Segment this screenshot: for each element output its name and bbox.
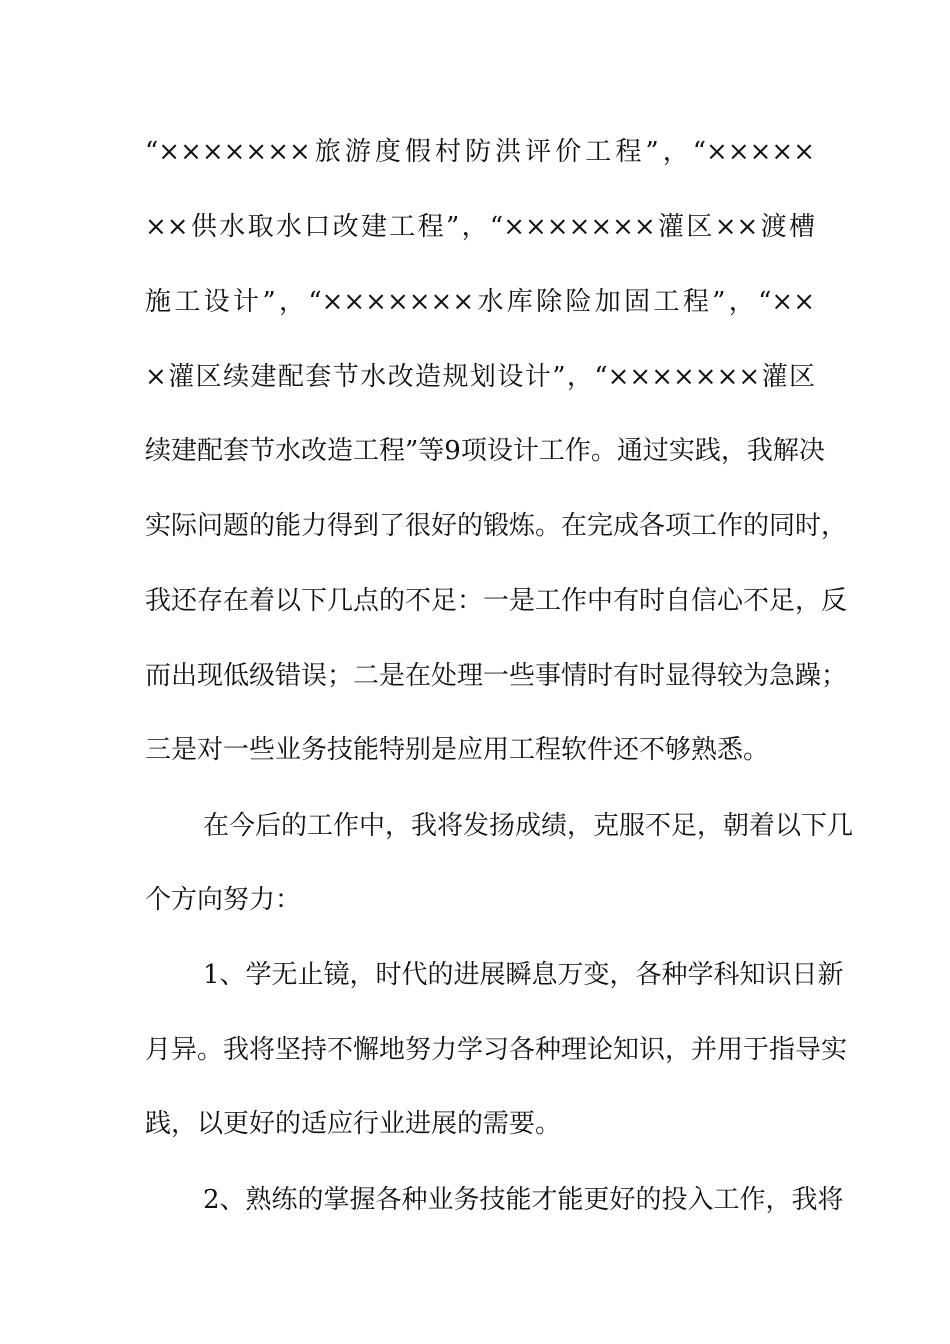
text-line: 而出现低级错误；二是在处理一些事情时有时显得较为急躁； xyxy=(145,661,848,691)
text-line: 个方向努力： xyxy=(145,885,302,915)
text-line: 施工设计”，“×××××××水库除险加固工程”，“×× xyxy=(145,287,815,317)
text-line: 续建配套节水改造工程”等9项设计工作。通过实践，我解决 xyxy=(145,436,825,466)
list-item-1-first-line: 1、学无止镜，时代的进展瞬息万变，各种学科知识日新 xyxy=(203,960,844,990)
text-line: 实际问题的能力得到了很好的锻炼。在完成各项工作的同时， xyxy=(145,511,848,541)
text-line: “×××××××旅游度假村防洪评价工程”，“××××× xyxy=(145,137,815,167)
text-line: 三是对一些业务技能特别是应用工程软件还不够熟悉。 xyxy=(145,735,770,765)
text-line: 践，以更好的适应行业进展的需要。 xyxy=(145,1109,562,1139)
text-line: 月异。我将坚持不懈地努力学习各种理论知识，并用于指导实 xyxy=(145,1035,848,1065)
paragraph-first-line: 在今后的工作中，我将发扬成绩，克服不足，朝着以下几 xyxy=(203,811,854,841)
text-line: 我还存在着以下几点的不足：一是工作中有时自信心不足，反 xyxy=(145,586,848,616)
text-line: ×灌区续建配套节水改造规划设计”，“×××××××灌区 xyxy=(145,362,815,392)
list-item-2-first-line: 2、熟练的掌握各种业务技能才能更好的投入工作，我将 xyxy=(203,1185,844,1215)
text-line: ××供水取水口改建工程”，“×××××××灌区××渡槽 xyxy=(145,212,815,242)
